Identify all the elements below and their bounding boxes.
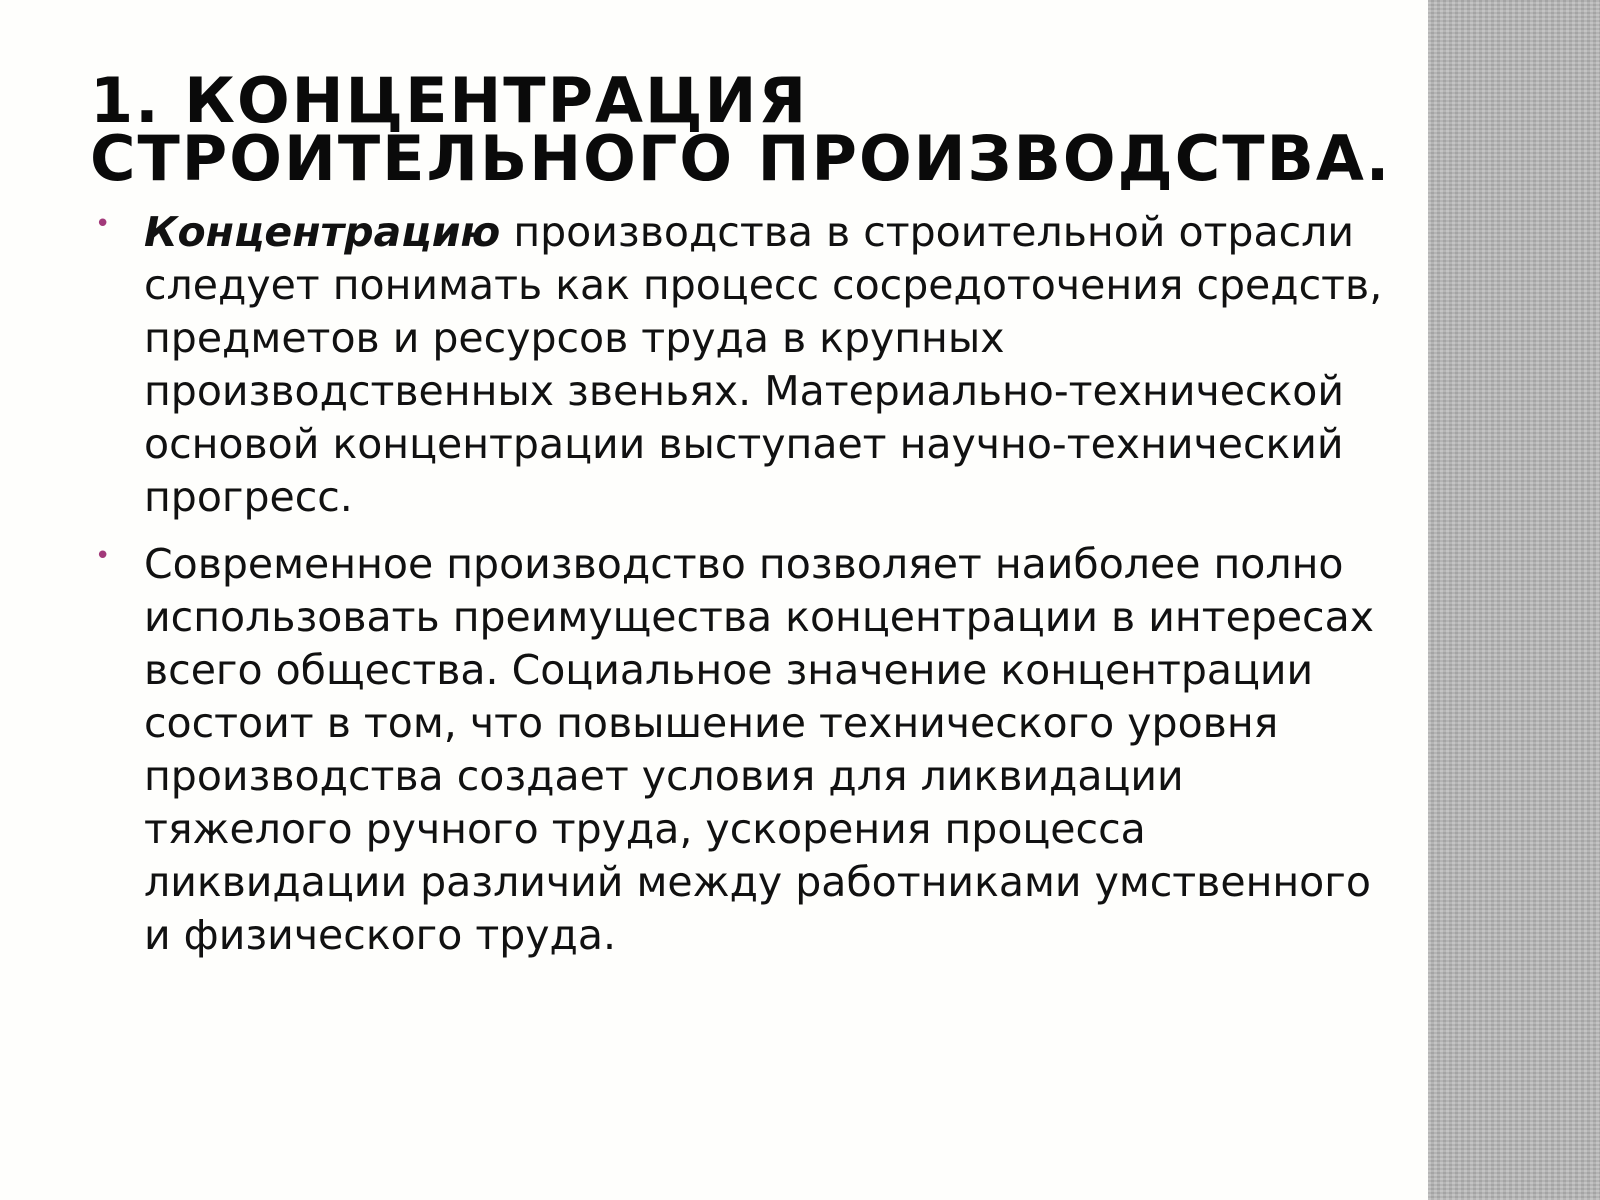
slide-title: 1. КОНЦЕНТРАЦИЯ СТРОИТЕЛЬНОГО ПРОИЗВОДСТВА. — [90, 64, 1392, 195]
bullet-item — [92, 538, 1402, 962]
bullet-icon: • — [95, 541, 111, 571]
bullet-list — [92, 206, 1402, 976]
bullet-item — [92, 206, 1402, 524]
bullet-text: производства в строительной отрасли следует понимать как процесс сосредоточения средств, предметов и ресурсов труда в крупных производственных звеньях. Материально-технической основой концентрации выступает научно-технический прогресс. — [144, 208, 1383, 521]
decorative-side-band — [1428, 0, 1600, 1200]
bullet-term: Концентрацию — [144, 208, 501, 256]
bullet-text: Современное производство позволяет наиболее полно использовать преимущества концентрации в интересах всего общества. Социальное значение концентрации состоит в том, что повышение технического уровня производства создает условия для ликвидации тяжелого ручного труда, ускорения процесса ликвидации различий между работниками умственного и физического труда. — [144, 540, 1374, 959]
bullet-icon: • — [95, 209, 111, 239]
